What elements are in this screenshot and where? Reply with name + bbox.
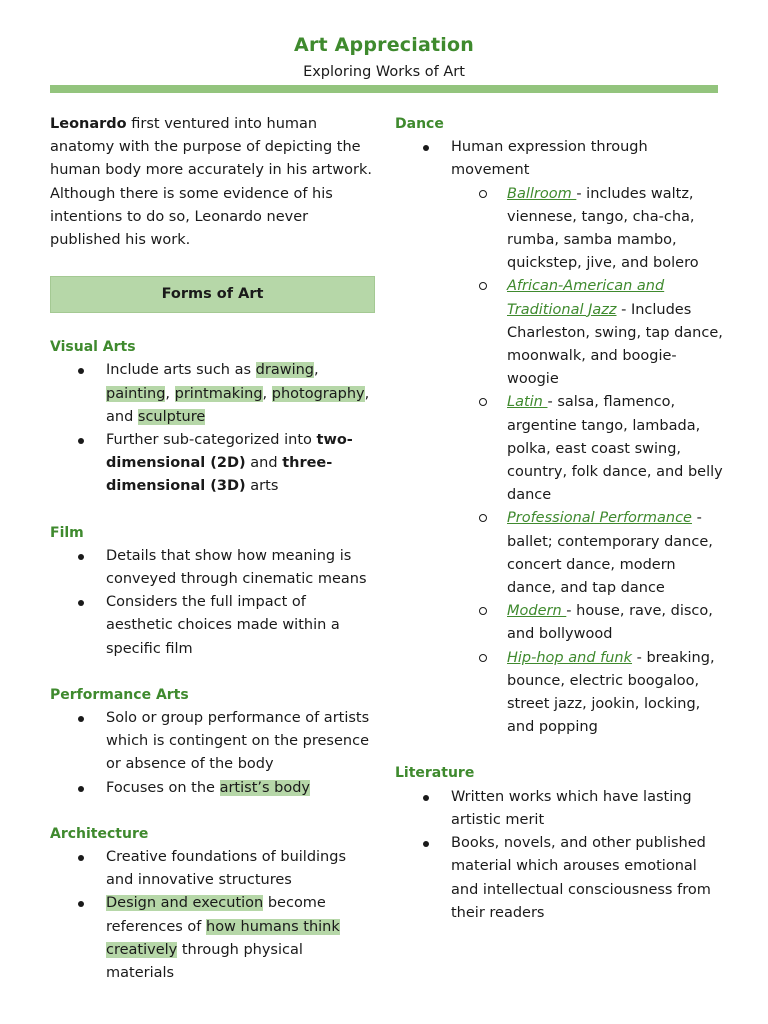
section-heading: Visual Arts bbox=[50, 339, 136, 356]
list-item: Human expression through movement bbox=[395, 136, 725, 182]
list-item: Details that show how meaning is conveyed through cinematic means bbox=[50, 545, 375, 591]
section-dance bbox=[395, 113, 725, 739]
item-text: , bbox=[165, 385, 175, 402]
intro-text: first ventured into human anatomy with the purpose of depicting the human body more accurately in his artwork. Although there is some evidence of his intentions to do so, Leonardo never published his work. bbox=[50, 116, 372, 249]
section-heading: Dance bbox=[395, 116, 444, 132]
highlight-design-execution: Design and execution bbox=[106, 895, 264, 912]
link-hip-hop-funk[interactable]: Hip-hop and funk bbox=[507, 649, 633, 666]
sub-list-item bbox=[395, 275, 725, 391]
link-latin[interactable]: Latin bbox=[507, 394, 548, 411]
page-title: Art Appreciation bbox=[294, 34, 474, 56]
item-text: through physical materials bbox=[106, 941, 303, 982]
highlight-artists-body: artist’s body bbox=[219, 779, 311, 796]
header-divider bbox=[50, 85, 718, 93]
item-text: - breaking, bounce, electric boogaloo, street jazz, jookin, locking, and popping bbox=[507, 649, 715, 736]
item-text: - Includes Charleston, swing, tap dance, moonwalk, and boogie-woogie bbox=[507, 301, 723, 388]
bold-3d: three-dimensional (3D) bbox=[106, 455, 333, 495]
section-film bbox=[50, 522, 375, 661]
item-text: - salsa, flamenco, argentine tango, lambada, polka, east coast swing, country, folk dance, and belly dance bbox=[507, 394, 723, 504]
sub-list-item bbox=[395, 391, 725, 507]
page-subtitle: Exploring Works of Art bbox=[303, 64, 465, 80]
highlight-painting: painting bbox=[106, 385, 166, 402]
list-item: Solo or group performance of artists which is contingent on the presence or absence of the body bbox=[50, 707, 375, 777]
section-heading: Architecture bbox=[50, 825, 149, 842]
list-item bbox=[50, 359, 375, 429]
item-text: Further sub-categorized into bbox=[106, 432, 317, 449]
item-text: and bbox=[245, 455, 283, 472]
item-text: Include arts such as bbox=[106, 362, 256, 379]
highlight-printmaking: printmaking bbox=[174, 385, 263, 402]
bold-2d: two-dimensional (2D) bbox=[106, 432, 353, 472]
link-african-american-jazz[interactable]: African-American and Traditional Jazz bbox=[507, 278, 665, 318]
item-text: Focuses on the bbox=[106, 779, 220, 796]
section-literature bbox=[395, 762, 725, 924]
forms-of-art-banner: Forms of Art bbox=[50, 276, 375, 313]
item-text: , bbox=[314, 362, 319, 379]
sub-list-item bbox=[395, 183, 725, 276]
item-text: - ballet; contemporary dance, concert dance, modern dance, and tap dance bbox=[507, 510, 713, 597]
item-text: , and bbox=[106, 385, 370, 425]
list-item: Creative foundations of buildings and innovative structures bbox=[50, 846, 375, 892]
section-visual-arts bbox=[50, 336, 375, 498]
item-text: become references of bbox=[106, 895, 326, 935]
item-text: arts bbox=[245, 478, 279, 495]
section-performance-arts bbox=[50, 684, 375, 800]
list-item bbox=[50, 429, 375, 499]
list-item: Books, novels, and other published material which arouses emotional and intellectual consciousness from their readers bbox=[395, 832, 725, 925]
section-heading: Film bbox=[50, 524, 84, 541]
sub-list-item bbox=[395, 647, 725, 740]
intro-paragraph bbox=[50, 113, 375, 252]
highlight-drawing: drawing bbox=[255, 362, 314, 379]
sub-list-item bbox=[395, 507, 725, 600]
highlight-photography: photography bbox=[271, 385, 365, 402]
section-architecture bbox=[50, 823, 375, 985]
link-ballroom[interactable]: Ballroom bbox=[507, 185, 577, 202]
list-item: Written works which have lasting artistic merit bbox=[395, 786, 725, 832]
item-text: , bbox=[262, 385, 272, 402]
left-column bbox=[50, 113, 375, 985]
dance-subtypes bbox=[395, 183, 725, 740]
list-item: Considers the full impact of aesthetic choices made within a specific film bbox=[50, 591, 375, 661]
list-item bbox=[50, 892, 375, 985]
highlight-sculpture: sculpture bbox=[137, 408, 206, 425]
right-column bbox=[395, 113, 725, 925]
sub-list-item bbox=[395, 600, 725, 646]
highlight-humans-think: how humans think creatively bbox=[106, 918, 340, 958]
item-text: - includes waltz, viennese, tango, cha-cha, rumba, samba mambo, quickstep, jive, and bolero bbox=[507, 185, 699, 272]
link-professional-performance[interactable]: Professional Performance bbox=[507, 510, 692, 527]
list-item bbox=[50, 777, 375, 800]
item-text: - house, rave, disco, and bollywood bbox=[507, 603, 713, 643]
section-heading: Performance Arts bbox=[50, 686, 189, 703]
intro-bold-name: Leonardo bbox=[50, 116, 127, 132]
section-heading: Literature bbox=[395, 765, 475, 782]
link-modern[interactable]: Modern bbox=[507, 603, 567, 620]
